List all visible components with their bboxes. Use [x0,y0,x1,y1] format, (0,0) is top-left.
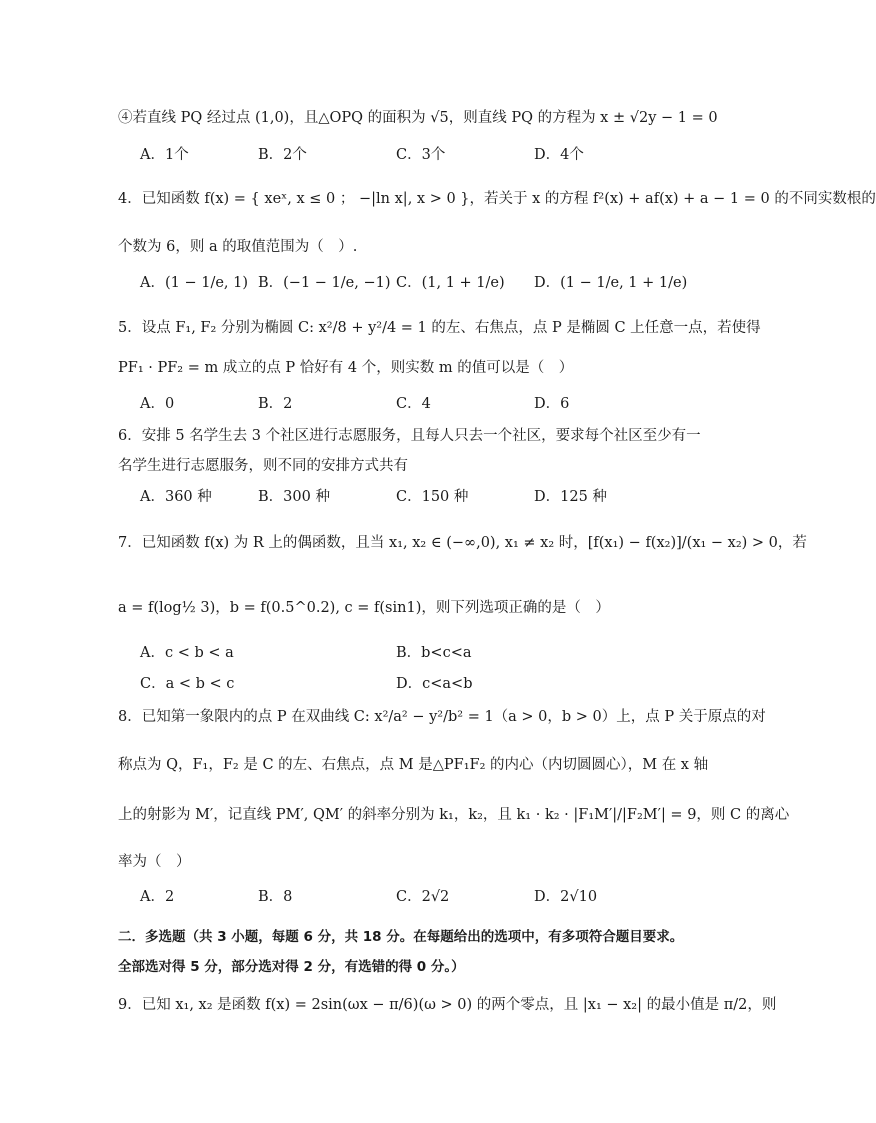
q4-stem: 4．已知函数 f(x) = { xeˣ, x ≤ 0 ； −|ln x|, x > 0 }，若关于 x 的方程 f²(x) + af(x) + a − 1 = 0 的不同实数根的 [118,191,876,207]
q5-options-c: C．4 [396,396,431,412]
q7-options-1-a: A．c < b < a [140,645,234,661]
q6-options-a: A．360 种 [140,489,212,505]
q9-stem: 9．已知 x₁, x₂ 是函数 f(x) = 2sin(ωx − π/6)(ω > 0) 的两个零点，且 |x₁ − x₂| 的最小值是 π/2，则 [118,997,777,1013]
q6-options-b: B．300 种 [258,489,330,505]
q4-options-b: B．(−1 − 1/e, −1) [258,275,391,291]
q6-options-d: D．125 种 [534,489,607,505]
q3-options-d: D．4个 [534,147,584,163]
q8-stem3: 上的射影为 M′，记直线 PM′, QM′ 的斜率分别为 k₁，k₂，且 k₁ · k₂ · |F₁M′|/|F₂M′| = 9，则 C 的离心 [118,807,790,823]
q4-options-a: A．(1 − 1/e, 1) [140,275,249,291]
q6-options-c: C．150 种 [396,489,469,505]
q7-options-2-b: D．c<a<b [396,676,473,692]
q3-item4: ④若直线 PQ 经过点 (1,0)，且△OPQ 的面积为 √5，则直线 PQ 的方程为 x ± √2y − 1 = 0 [118,110,718,126]
q5-options-d: D．6 [534,396,570,412]
q8-stem4: 率为（ ） [118,854,191,870]
q3-options-c: C．3个 [396,147,446,163]
q8-stem: 8．已知第一象限内的点 P 在双曲线 C: x²/a² − y²/b² = 1（a > 0，b > 0）上，点 P 关于原点的对 [118,709,766,725]
q7-options-1-b: B．b<c<a [396,645,472,661]
q5-options-a: A．0 [140,396,175,412]
q5-stem2: PF₁ · PF₂ = m 成立的点 P 恰好有 4 个，则实数 m 的值可以是（ ） [118,360,574,376]
q5-stem: 5．设点 F₁, F₂ 分别为椭圆 C: x²/8 + y²/4 = 1 的左、右焦点，点 P 是椭圆 C 上任意一点，若使得 [118,320,761,336]
q6-stem2: 名学生进行志愿服务，则不同的安排方式共有 [118,458,408,474]
q8-stem2: 称点为 Q，F₁，F₂ 是 C 的左、右焦点，点 M 是△PF₁F₂ 的内心（内切圆圆心），M 在 x 轴 [118,757,709,773]
q7-options-2-a: C．a < b < c [140,676,235,692]
q8-options-a: A．2 [140,889,175,905]
q3-options-a: A．1个 [140,147,189,163]
q5-options-b: B．2 [258,396,293,412]
q4-stem2: 个数为 6，则 a 的取值范围为（ ）. [118,239,358,255]
sec2-heading2: 全部选对得 5 分，部分选对得 2 分，有选错的得 0 分。） [118,959,465,975]
q8-options-d: D．2√10 [534,889,598,905]
q4-options-c: C．(1, 1 + 1/e) [396,275,505,291]
q4-options-d: D．(1 − 1/e, 1 + 1/e) [534,275,688,291]
sec2-heading: 二．多选题（共 3 小题，每题 6 分，共 18 分。在每题给出的选项中，有多项符合题目要求。 [118,929,684,945]
q8-options-c: C．2√2 [396,889,450,905]
q8-options-b: B．8 [258,889,293,905]
q7-stem: 7．已知函数 f(x) 为 R 上的偶函数，且当 x₁, x₂ ∈ (−∞,0), x₁ ≠ x₂ 时，[f(x₁) − f(x₂)]/(x₁ − x₂) > 0，若 [118,535,807,551]
q3-options-b: B．2个 [258,147,307,163]
q6-stem: 6．安排 5 名学生去 3 个社区进行志愿服务，且每人只去一个社区，要求每个社区至少有一 [118,428,701,444]
q7-stem2: a = f(log½ 3)，b = f(0.5^0.2), c = f(sin1)，则下列选项正确的是（ ） [118,600,610,616]
